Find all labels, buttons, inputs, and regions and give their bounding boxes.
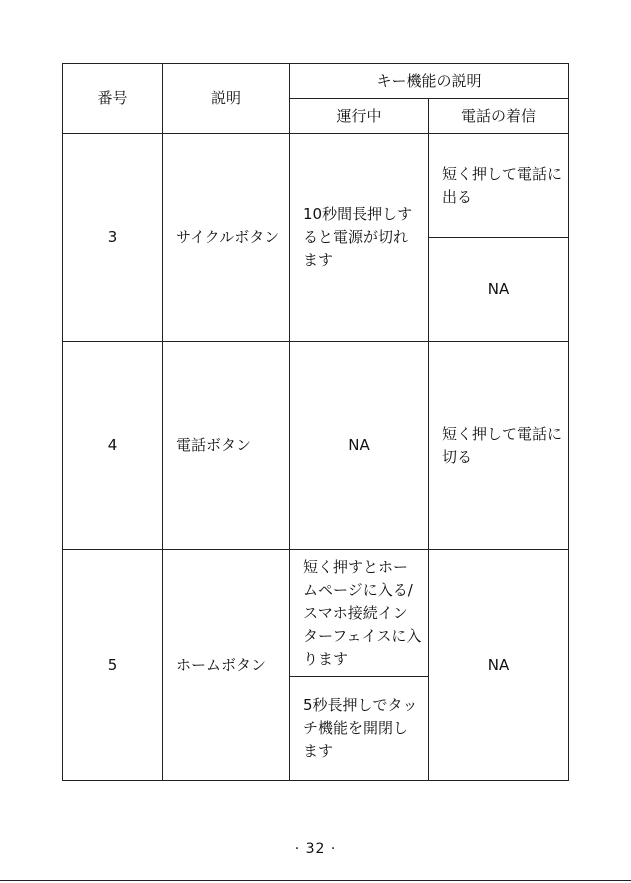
row-4-incoming-call: 短く押して電話に切る [429, 342, 569, 550]
key-function-table [62, 63, 569, 781]
row-5-running-b: 5秒長押しでタッチ機能を開閉します [290, 677, 429, 781]
header-running: 運行中 [290, 99, 429, 134]
row-3-number: 3 [63, 134, 163, 342]
row-3-description: サイクルボタン [163, 134, 290, 342]
row-5-description: ホームボタン [163, 550, 290, 781]
header-incoming-call: 電話の着信 [429, 99, 569, 134]
row-5-incoming-call: NA [429, 550, 569, 781]
row-4-description: 電話ボタン [163, 342, 290, 550]
row-4-number: 4 [63, 342, 163, 550]
table-row [63, 550, 569, 677]
row-5-number: 5 [63, 550, 163, 781]
page-number: · 32 · [294, 841, 337, 857]
row-5-running-a: 短く押すとホームページに入る/スマホ接続インターフェイスに入ります [290, 550, 429, 677]
header-key-function: キー機能の説明 [290, 64, 569, 99]
row-4-running: NA [290, 342, 429, 550]
row-3-incoming-call-a: 短く押して電話に出る [429, 134, 569, 238]
header-description: 説明 [163, 64, 290, 134]
row-3-running: 10秒間長押しすると電源が切れます [290, 134, 429, 342]
footer-rule [0, 880, 631, 881]
row-3-incoming-call-b: NA [429, 238, 569, 342]
table-row [63, 134, 569, 238]
table-row [63, 342, 569, 550]
header-number: 番号 [63, 64, 163, 134]
